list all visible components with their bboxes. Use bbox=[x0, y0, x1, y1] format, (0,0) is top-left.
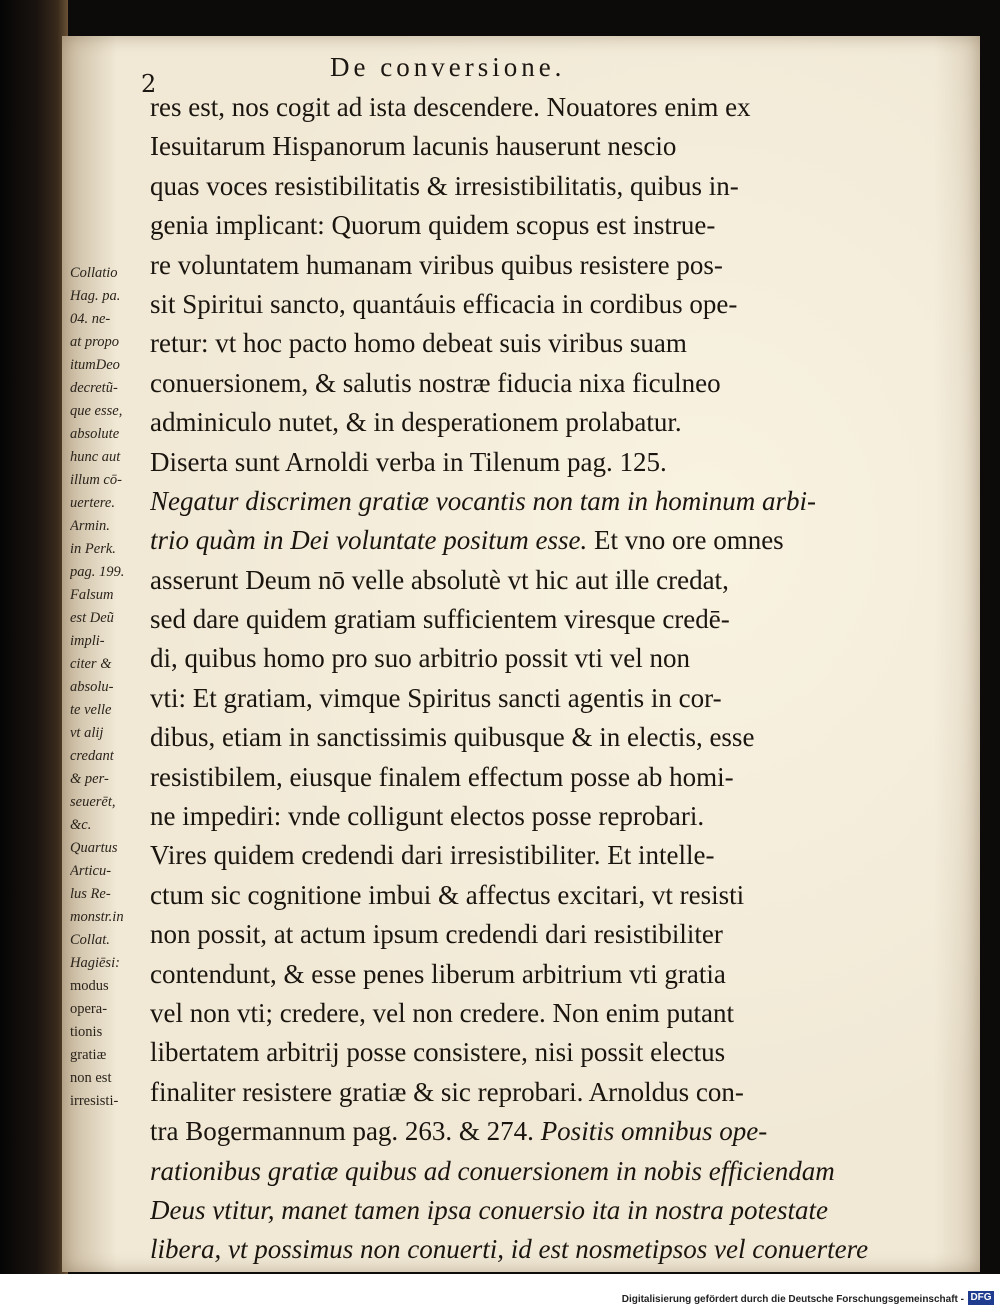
text-line bbox=[150, 915, 900, 954]
roman-text: ne impediri: vnde colligunt electos posse reprobari. bbox=[150, 801, 705, 832]
text-line bbox=[150, 1033, 900, 1072]
text-line bbox=[150, 639, 900, 678]
footer-band bbox=[0, 1274, 1000, 1311]
text-line bbox=[150, 206, 900, 245]
roman-text: Diserta sunt Arnoldi verba in Tilenum pag. 125. bbox=[150, 446, 667, 477]
running-head: De conversione. bbox=[330, 52, 566, 82]
marginal-note-line: Collatio bbox=[70, 265, 118, 281]
text-line bbox=[150, 246, 900, 285]
marginal-note-line: seuerēt, bbox=[70, 794, 116, 810]
marginal-notes bbox=[70, 262, 154, 1113]
text-line bbox=[150, 1073, 900, 1112]
text-line bbox=[150, 443, 900, 482]
italic-quote-text: Negatur discrimen gratiæ vocantis non tam in hominum arbi- bbox=[150, 485, 816, 516]
text-line bbox=[150, 876, 900, 915]
roman-text: vti: Et gratiam, vimque Spiritus sancti agentis in cor- bbox=[150, 682, 722, 713]
roman-text: vel non vti; credere, vel non credere. Non enim putant bbox=[150, 997, 735, 1028]
text-line bbox=[150, 364, 900, 403]
text-line bbox=[150, 994, 900, 1033]
italic-quote-text: Positis omnibus ope- bbox=[533, 1116, 768, 1147]
text-line bbox=[150, 324, 900, 363]
text-line bbox=[150, 561, 900, 600]
text-line bbox=[150, 521, 900, 560]
marginal-note-line: irresisti- bbox=[70, 1093, 119, 1109]
funding-notice: Digitalisierung gefördert durch die Deutsche Forschungsgemeinschaft - bbox=[621, 1294, 964, 1305]
italic-quote-text: Deus vtitur, manet tamen ipsa conuersio ita in nostra potestate bbox=[150, 1194, 828, 1225]
marginal-note-line: opera- bbox=[70, 1001, 108, 1017]
marginal-note-line: decretũ- bbox=[70, 380, 118, 396]
roman-text: quas voces resistibilitatis & irresistibilitatis, quibus in- bbox=[150, 170, 739, 201]
dfg-logo-icon: DFG bbox=[968, 1291, 994, 1305]
roman-text: ctum sic cognitione imbui & affectus excitari, vt resisti bbox=[150, 879, 745, 910]
roman-text: Et vno ore omnes bbox=[587, 525, 784, 556]
marginal-note-line: hunc aut bbox=[70, 449, 121, 465]
marginal-note-line: absolute bbox=[70, 426, 120, 442]
marginal-note-line: tionis bbox=[70, 1024, 103, 1040]
page-number: 2 bbox=[141, 70, 157, 98]
marginal-note-line: est Deũ bbox=[70, 610, 114, 626]
text-line bbox=[150, 1191, 900, 1230]
marginal-note-line: Armin. bbox=[70, 518, 110, 534]
roman-text: sit Spiritui sancto, quantáuis efficacia in cordibus ope- bbox=[150, 288, 738, 319]
italic-quote-text: trio quàm in Dei voluntate positum esse. bbox=[150, 525, 588, 556]
text-line bbox=[150, 718, 900, 757]
marginal-note-line: at propo bbox=[70, 334, 120, 350]
marginal-note-line: te velle bbox=[70, 702, 112, 718]
marginal-note-line: modus bbox=[70, 978, 109, 994]
marginal-note-line: absolu- bbox=[70, 679, 114, 695]
roman-text: resistibilem, eiusque finalem effectum posse ab homi- bbox=[150, 761, 734, 792]
text-line bbox=[150, 600, 900, 639]
text-line bbox=[150, 1152, 900, 1191]
marginal-note-line: illum cō- bbox=[70, 472, 122, 488]
text-line bbox=[150, 167, 900, 206]
marginal-note-line: vt alij bbox=[70, 725, 104, 741]
roman-text: non possit, at actum ipsum credendi dari resistibiliter bbox=[150, 919, 723, 950]
text-line bbox=[150, 285, 900, 324]
marginal-note-line: non est bbox=[70, 1070, 112, 1086]
marginal-note-line: que esse, bbox=[70, 403, 123, 419]
text-line bbox=[150, 758, 900, 797]
marginal-note-line: Collat. bbox=[70, 932, 110, 948]
marginal-note-line: citer & bbox=[70, 656, 112, 672]
text-line bbox=[150, 679, 900, 718]
roman-text: finaliter resistere gratiæ & sic reprobari. Arnoldus con- bbox=[150, 1076, 744, 1107]
marginal-note-line: itumDeo bbox=[70, 357, 120, 373]
marginal-note-line: gratiæ bbox=[70, 1047, 107, 1063]
marginal-note-line: lus Re- bbox=[70, 886, 111, 902]
roman-text: tra Bogermannum pag. 263. & 274. bbox=[150, 1116, 534, 1147]
marginal-note-line: pag. 199. bbox=[70, 564, 125, 580]
italic-quote-text: libera, vt possimus non conuerti, id est nosmetipsos vel conuertere bbox=[150, 1234, 869, 1265]
marginal-note-line: &c. bbox=[70, 817, 92, 833]
roman-text: dibus, etiam in sanctissimis quibusque & in electis, esse bbox=[150, 722, 755, 753]
text-line bbox=[150, 482, 900, 521]
marginal-note-line: credant bbox=[70, 748, 114, 764]
text-line bbox=[150, 88, 900, 127]
text-line bbox=[150, 127, 900, 166]
roman-text: retur: vt hoc pacto homo debeat suis viribus suam bbox=[150, 328, 687, 359]
text-line bbox=[150, 1230, 900, 1269]
roman-text: contendunt, & esse penes liberum arbitrium vti gratia bbox=[150, 958, 726, 989]
roman-text: res est, nos cogit ad ista descendere. Nouatores enim ex bbox=[150, 92, 751, 122]
marginal-note-line: Hagiēsi: bbox=[70, 955, 120, 971]
marginal-note-line: Articu- bbox=[70, 863, 112, 879]
marginal-note-line: in Perk. bbox=[70, 541, 116, 557]
marginal-note-line: impli- bbox=[70, 633, 105, 649]
roman-text: libertatem arbitrij posse consistere, nisi possit electus bbox=[150, 1037, 726, 1068]
text-line bbox=[150, 797, 900, 836]
italic-quote-text: rationibus gratiæ quibus ad conuersionem in nobis efficiendam bbox=[150, 1155, 835, 1186]
roman-text: Iesuitarum Hispanorum lacunis hauserunt nescio bbox=[150, 131, 677, 162]
roman-text: re voluntatem humanam viribus quibus resistere pos- bbox=[150, 249, 723, 280]
roman-text: adminiculo nutet, & in desperationem prolabatur. bbox=[150, 407, 682, 438]
text-line bbox=[150, 955, 900, 994]
roman-text: di, quibus homo pro suo arbitrio possit vti vel non bbox=[150, 643, 690, 674]
marginal-note-line: & per- bbox=[70, 771, 109, 787]
marginal-note-line: Hag. pa. bbox=[70, 288, 121, 304]
text-line bbox=[150, 836, 900, 875]
roman-text: sed dare quidem gratiam sufficientem viresque credē- bbox=[150, 604, 730, 635]
marginal-note-line: uertere. bbox=[70, 495, 115, 511]
text-line bbox=[150, 403, 900, 442]
marginal-note-line: monstr.in bbox=[70, 909, 124, 925]
marginal-note-line: Falsum bbox=[70, 587, 114, 603]
text-line bbox=[150, 1112, 900, 1151]
marginal-note-line: 04. ne- bbox=[70, 311, 111, 327]
book-spine-shadow bbox=[0, 0, 68, 1274]
roman-text: Vires quidem credendi dari irresistibiliter. Et intelle- bbox=[150, 840, 715, 871]
roman-text: genia implicant: Quorum quidem scopus est instrue- bbox=[150, 210, 716, 241]
marginal-note-line: Quartus bbox=[70, 840, 118, 856]
roman-text: asserunt Deum nō velle absolutè vt hic aut ille credat, bbox=[150, 564, 729, 595]
roman-text: conuersionem, & salutis nostræ fiducia nixa ficulneo bbox=[150, 367, 721, 398]
body-text bbox=[150, 88, 900, 1270]
